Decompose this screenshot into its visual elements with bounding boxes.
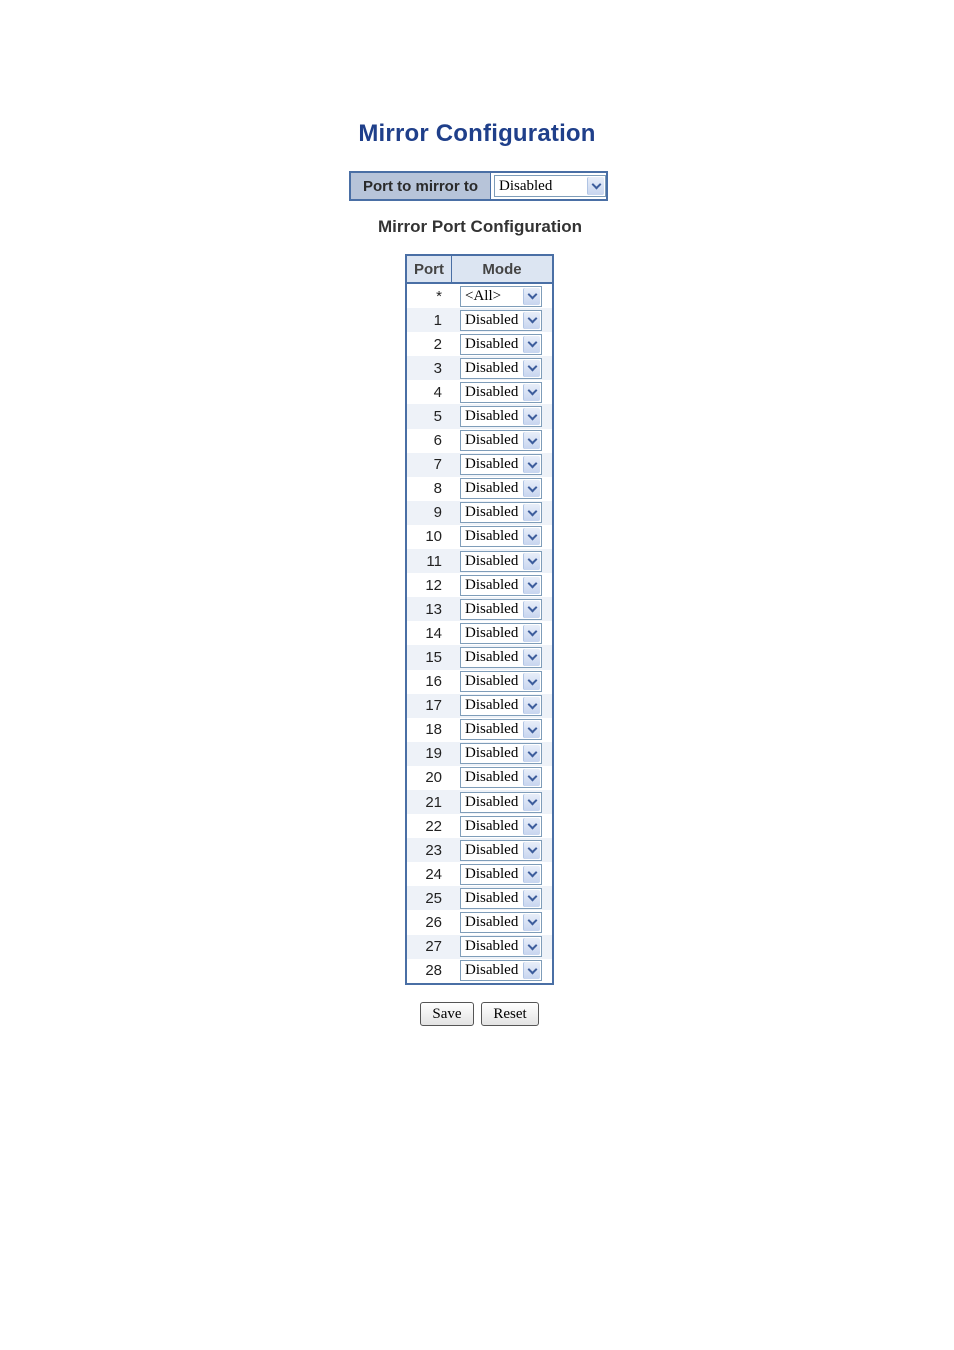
mode-cell: [452, 671, 552, 692]
table-row: [407, 380, 552, 404]
port-cell: *: [436, 287, 442, 305]
mode-select-value: Disabled: [465, 769, 519, 786]
mode-select[interactable]: [460, 334, 542, 355]
mode-cell: [452, 430, 552, 451]
page-title: Mirror Configuration: [358, 120, 596, 147]
mode-cell: [452, 840, 552, 861]
mode-select-value: Disabled: [465, 480, 519, 497]
table-row: [407, 959, 552, 983]
port-cell: 24: [425, 865, 442, 883]
mode-select[interactable]: [460, 478, 542, 499]
mode-select-value: Disabled: [465, 962, 519, 979]
table-body: [407, 284, 552, 983]
port-cell: 11: [426, 552, 442, 570]
mode-cell: [452, 310, 552, 331]
mode-select[interactable]: [460, 551, 542, 572]
mode-cell: [452, 358, 552, 379]
port-cell: 18: [425, 721, 442, 739]
mirror-to-select-value: Disabled: [499, 177, 553, 194]
mode-select-value: Disabled: [465, 408, 519, 425]
port-cell: 9: [433, 504, 442, 522]
mode-cell: [452, 647, 552, 668]
mode-cell: [452, 526, 552, 547]
table-row: [407, 332, 552, 356]
chevron-down-icon[interactable]: [523, 866, 540, 883]
mode-select[interactable]: [460, 792, 542, 813]
section-title: Mirror Port Configuration: [378, 217, 582, 236]
port-cell: 6: [433, 432, 442, 450]
chevron-down-icon[interactable]: [523, 697, 540, 714]
mode-select[interactable]: [460, 695, 542, 716]
chevron-down-icon[interactable]: [523, 577, 540, 594]
mode-cell: [452, 767, 552, 788]
table-row: [407, 429, 552, 453]
chevron-down-icon[interactable]: [523, 288, 540, 305]
chevron-down-icon[interactable]: [523, 962, 540, 979]
mode-select[interactable]: [460, 888, 542, 909]
mode-cell: [452, 599, 552, 620]
chevron-down-icon[interactable]: [523, 480, 540, 497]
mode-select-value: Disabled: [465, 552, 519, 569]
mode-select[interactable]: [460, 647, 542, 668]
table-row: [407, 308, 552, 332]
mode-cell: [452, 382, 552, 403]
port-cell: 27: [425, 938, 442, 956]
mode-select[interactable]: [460, 454, 542, 475]
table-row: [407, 814, 552, 838]
button-bar: [420, 1002, 539, 1026]
chevron-down-icon[interactable]: [523, 360, 540, 377]
mode-select[interactable]: [460, 719, 542, 740]
port-cell: 4: [433, 383, 442, 401]
table-row: [407, 477, 552, 501]
mirror-to-label: Port to mirror to: [351, 173, 491, 199]
mode-select[interactable]: [460, 767, 542, 788]
mode-select[interactable]: [460, 960, 542, 981]
mode-select-value: Disabled: [465, 456, 519, 473]
mode-cell: [452, 334, 552, 355]
table-row: [407, 694, 552, 718]
mode-select-value: Disabled: [465, 624, 519, 641]
port-cell: 22: [425, 817, 442, 835]
chevron-down-icon[interactable]: [587, 177, 604, 195]
chevron-down-icon[interactable]: [523, 745, 540, 762]
mode-select[interactable]: [460, 599, 542, 620]
mode-cell: [452, 960, 552, 981]
mode-select-value: Disabled: [465, 576, 519, 593]
chevron-down-icon[interactable]: [523, 456, 540, 473]
mode-select[interactable]: [460, 382, 542, 403]
chevron-down-icon[interactable]: [523, 769, 540, 786]
table-row: [407, 597, 552, 621]
mode-select-value: Disabled: [465, 504, 519, 521]
mode-select[interactable]: [460, 936, 542, 957]
chevron-down-icon[interactable]: [523, 842, 540, 859]
mode-select[interactable]: [460, 430, 542, 451]
table-row: [407, 886, 552, 910]
chevron-down-icon[interactable]: [523, 336, 540, 353]
mirror-to-panel: [349, 171, 608, 201]
table-row: [407, 404, 552, 428]
mode-select-value: Disabled: [465, 383, 519, 400]
chevron-down-icon[interactable]: [523, 312, 540, 329]
mode-cell: [452, 551, 552, 572]
mode-cell: [452, 912, 552, 933]
port-cell: 1: [433, 311, 442, 329]
mode-select[interactable]: [460, 310, 542, 331]
mode-cell: [452, 743, 552, 764]
chevron-down-icon[interactable]: [523, 504, 540, 521]
port-cell: 2: [433, 335, 442, 353]
save-button[interactable]: Save: [420, 1002, 474, 1026]
port-cell: 20: [425, 769, 442, 787]
mode-select-value: Disabled: [465, 600, 519, 617]
port-cell: 26: [425, 913, 442, 931]
mode-select[interactable]: [460, 502, 542, 523]
port-cell: 5: [433, 408, 442, 426]
mode-select-value: Disabled: [465, 673, 519, 690]
mode-select[interactable]: [460, 526, 542, 547]
table-row: [407, 453, 552, 477]
chevron-down-icon[interactable]: [523, 528, 540, 545]
table-row: [407, 718, 552, 742]
mode-cell: [452, 695, 552, 716]
mode-cell: [452, 623, 552, 644]
mode-select-value: Disabled: [465, 841, 519, 858]
mode-select[interactable]: [460, 358, 542, 379]
chevron-down-icon[interactable]: [523, 794, 540, 811]
mode-select-value: Disabled: [465, 721, 519, 738]
table-row: [407, 501, 552, 525]
mode-cell: [452, 864, 552, 885]
mode-cell: [452, 816, 552, 837]
port-cell: 23: [425, 841, 442, 859]
chevron-down-icon[interactable]: [523, 553, 540, 570]
table-row: [407, 284, 552, 308]
mode-select-value: Disabled: [465, 311, 519, 328]
chevron-down-icon[interactable]: [523, 408, 540, 425]
mirror-to-cell: [491, 173, 606, 199]
mode-select-value: Disabled: [465, 889, 519, 906]
mode-select[interactable]: [460, 912, 542, 933]
mode-select[interactable]: [460, 575, 542, 596]
mode-cell: [452, 406, 552, 427]
table-row: [407, 766, 552, 790]
chevron-down-icon[interactable]: [523, 432, 540, 449]
mode-select[interactable]: [460, 406, 542, 427]
mode-cell: [452, 575, 552, 596]
mode-select[interactable]: [460, 864, 542, 885]
mode-select-value: Disabled: [465, 697, 519, 714]
table-row: [407, 621, 552, 645]
port-cell: 13: [425, 600, 442, 618]
chevron-down-icon[interactable]: [523, 914, 540, 931]
header-mode: Mode: [482, 260, 522, 278]
mode-cell: [452, 454, 552, 475]
table-row: [407, 742, 552, 766]
mode-select-value: Disabled: [465, 745, 519, 762]
mode-cell: [452, 936, 552, 957]
mode-cell: [452, 478, 552, 499]
table-row: [407, 573, 552, 597]
table-row: [407, 645, 552, 669]
port-cell: 14: [425, 624, 442, 642]
table-row: [407, 549, 552, 573]
mode-cell: [452, 888, 552, 909]
table-header: [407, 256, 552, 284]
mirror-port-table: [405, 254, 554, 985]
header-port: Port: [407, 256, 452, 282]
mode-select-value: Disabled: [465, 913, 519, 930]
mode-select-value: Disabled: [465, 793, 519, 810]
mode-select[interactable]: [460, 743, 542, 764]
chevron-down-icon[interactable]: [523, 601, 540, 618]
mode-cell: [452, 792, 552, 813]
reset-button[interactable]: Reset: [481, 1002, 539, 1026]
chevron-down-icon[interactable]: [523, 649, 540, 666]
mode-select-value: Disabled: [465, 359, 519, 376]
port-cell: 19: [425, 745, 442, 763]
port-cell: 8: [433, 480, 442, 498]
chevron-down-icon[interactable]: [523, 673, 540, 690]
mode-select-value: Disabled: [465, 817, 519, 834]
port-cell: 28: [425, 962, 442, 980]
mirror-to-select[interactable]: [494, 175, 606, 197]
table-row: [407, 862, 552, 886]
mode-cell: [452, 719, 552, 740]
mode-select[interactable]: [460, 286, 542, 307]
mode-cell: [452, 286, 552, 307]
mode-cell: [452, 502, 552, 523]
mode-select-value: Disabled: [465, 865, 519, 882]
table-row: [407, 910, 552, 934]
table-row: [407, 356, 552, 380]
table-row: [407, 935, 552, 959]
mode-select[interactable]: [460, 623, 542, 644]
port-cell: 12: [425, 576, 442, 594]
port-cell: 15: [425, 648, 442, 666]
mode-select-value: Disabled: [465, 938, 519, 955]
chevron-down-icon[interactable]: [523, 384, 540, 401]
mode-select-value: Disabled: [465, 528, 519, 545]
chevron-down-icon[interactable]: [523, 890, 540, 907]
port-cell: 21: [425, 793, 442, 811]
mode-select-value: Disabled: [465, 335, 519, 352]
port-cell: 3: [433, 359, 442, 377]
port-cell: 16: [425, 673, 442, 691]
table-row: [407, 525, 552, 549]
mode-select-value: Disabled: [465, 432, 519, 449]
chevron-down-icon[interactable]: [523, 938, 540, 955]
chevron-down-icon[interactable]: [523, 721, 540, 738]
port-cell: 10: [425, 528, 442, 546]
chevron-down-icon[interactable]: [523, 818, 540, 835]
table-row: [407, 790, 552, 814]
mode-select[interactable]: [460, 840, 542, 861]
mode-select[interactable]: [460, 816, 542, 837]
port-cell: 25: [425, 889, 442, 907]
mode-select-value: <All>: [465, 287, 502, 304]
table-row: [407, 670, 552, 694]
chevron-down-icon[interactable]: [523, 625, 540, 642]
mode-select[interactable]: [460, 671, 542, 692]
table-row: [407, 838, 552, 862]
mode-select-value: Disabled: [465, 648, 519, 665]
port-cell: 7: [433, 456, 442, 474]
port-cell: 17: [425, 697, 442, 715]
